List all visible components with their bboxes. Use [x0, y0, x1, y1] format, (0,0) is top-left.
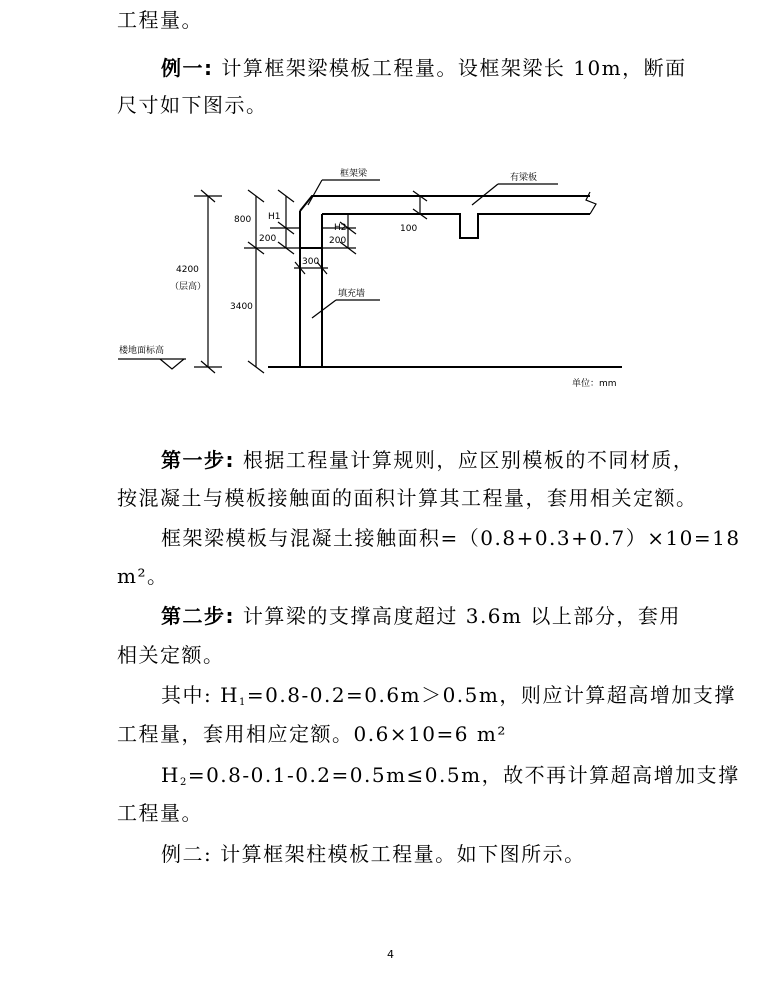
wall-label: 填充墙	[338, 289, 366, 299]
h1-line	[161, 683, 736, 707]
dim-200-right-label: 200	[329, 236, 347, 246]
floor-elevation-label: 楼地面标高	[119, 346, 165, 356]
beam-label: 框架梁	[340, 169, 368, 179]
step-two-line	[161, 604, 681, 628]
example-one-cont	[117, 93, 268, 117]
text-span: m²。	[117, 564, 169, 588]
step-two-label: 第二步:	[161, 604, 235, 628]
beam-top-outline	[300, 196, 590, 211]
step-one-label: 第一步:	[161, 448, 235, 472]
subscript: 1	[239, 697, 247, 708]
subscript: 2	[179, 777, 188, 788]
step-one-cont	[117, 486, 698, 510]
text-span: 工程量。	[117, 801, 203, 825]
slab-beam-label: 有梁板	[510, 173, 538, 183]
step-one-text: 根据工程量计算规则，应区别模板的不同材质，	[242, 448, 695, 472]
dim-200-left-label: 200	[259, 234, 277, 244]
area-formula-line	[161, 526, 741, 550]
area-unit-line	[117, 564, 168, 588]
text-span: 工程量，套用相应定额。0.6×10=6 m²	[117, 722, 507, 746]
dim-3400-label: 3400	[230, 302, 253, 312]
dim-800-label: 800	[234, 215, 252, 225]
unit-label: 单位：mm	[572, 379, 617, 389]
slab-leader	[472, 184, 498, 205]
example-one-line	[161, 56, 687, 80]
beam-section-diagram	[0, 150, 781, 430]
text-span: H	[161, 763, 180, 787]
text-span: 相关定额。	[117, 643, 225, 667]
example-two-line	[161, 842, 586, 866]
step-two-text: 计算梁的支撑高度超过 3.6m 以上部分，套用	[242, 604, 681, 628]
text-span: 尺寸如下图示。	[117, 93, 268, 117]
text-span: 工程量。	[117, 8, 203, 32]
dim-h1-label: H1	[268, 212, 281, 222]
slab-bottom-outline	[322, 214, 590, 238]
wall-leader	[312, 300, 336, 318]
example-one-text: 计算框架梁模板工程量。设框架梁长 10m，断面	[221, 56, 687, 80]
h1-cont	[117, 722, 507, 746]
step-one-line	[161, 448, 694, 472]
example-one-label: 例一:	[161, 56, 214, 80]
dim-h2-label: H2	[334, 223, 347, 233]
elevation-triangle	[160, 359, 184, 369]
dim-4200-label: 4200	[176, 265, 199, 275]
dim-300-label: 300	[302, 257, 320, 267]
text-span: 按混凝土与模板接触面的面积计算其工程量，套用相关定额。	[117, 486, 698, 510]
text-span: 例二: 计算框架柱模板工程量。如下图所示。	[161, 842, 586, 866]
h2-line	[161, 763, 740, 787]
dim-100-label: 100	[400, 224, 418, 234]
page-number: 4	[387, 948, 394, 961]
dim-storey-label: （层高）	[170, 282, 207, 292]
beam-leader	[308, 180, 322, 205]
step-two-cont	[117, 643, 225, 667]
text-span: 其中: H	[161, 683, 240, 707]
h2-cont	[117, 801, 203, 825]
text-span: =0.8-0.1-0.2=0.5m≤0.5m，故不再计算超高增加支撑	[187, 763, 740, 787]
text-line-1	[117, 8, 203, 32]
text-span: 框架梁模板与混凝土接触面积=（0.8+0.3+0.7）×10=18	[161, 526, 741, 550]
text-span: =0.8-0.2=0.6m＞0.5m，则应计算超高增加支撑	[246, 683, 736, 707]
